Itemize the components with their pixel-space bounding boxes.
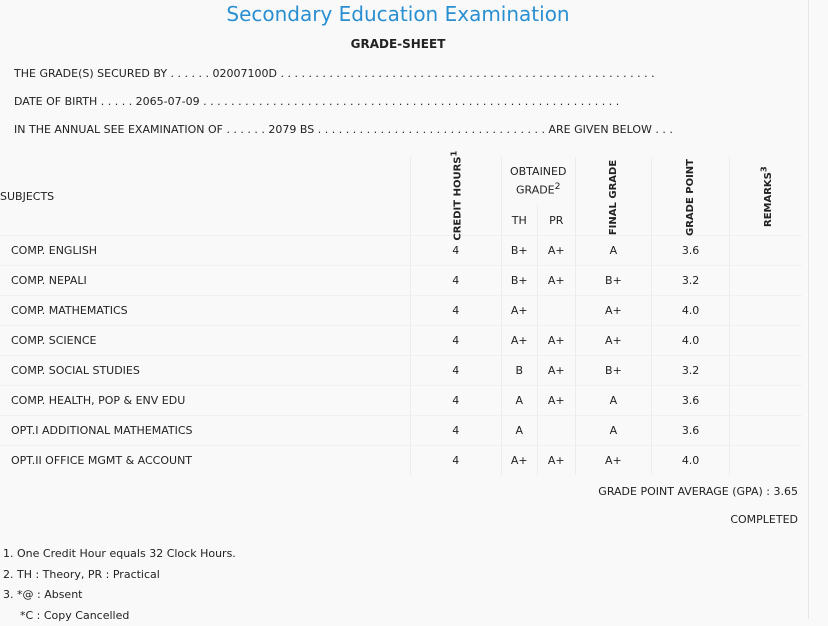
credit-cell: 4 xyxy=(410,356,501,386)
grades-table xyxy=(0,157,802,475)
final-grade-cell: B+ xyxy=(575,266,651,296)
pr-grade-cell xyxy=(537,296,575,326)
subject-cell: COMP. SOCIAL STUDIES xyxy=(0,356,410,386)
footnote-absent: 3. *@ : Absent xyxy=(3,585,236,606)
credit-cell: 4 xyxy=(410,236,501,266)
grade-point-cell: 3.6 xyxy=(652,416,730,446)
table-row xyxy=(0,386,802,416)
th-grade-cell: B+ xyxy=(501,236,537,266)
th-grade-cell: B+ xyxy=(501,266,537,296)
final-grade-cell: A+ xyxy=(575,296,651,326)
table-row xyxy=(0,236,802,266)
grade-point-cell: 3.2 xyxy=(652,356,730,386)
grade-point-cell: 3.2 xyxy=(652,266,730,296)
table-row xyxy=(0,326,802,356)
credit-hours-header: CREDIT HOURS$^1$ xyxy=(410,157,501,236)
grade-point-cell: 3.6 xyxy=(652,386,730,416)
table-row xyxy=(0,446,802,476)
pr-grade-cell: A+ xyxy=(537,326,575,356)
th-grade-cell: A+ xyxy=(501,446,537,476)
subject-cell: COMP. ENGLISH xyxy=(0,236,410,266)
remarks-cell xyxy=(730,446,802,476)
final-grade-cell: A+ xyxy=(575,326,651,356)
pr-grade-cell: A+ xyxy=(537,266,575,296)
subject-cell: COMP. NEPALI xyxy=(0,266,410,296)
final-grade-cell: A xyxy=(575,416,651,446)
grade-point-cell: 4.0 xyxy=(652,446,730,476)
table-row xyxy=(0,266,802,296)
completion-status: COMPLETED xyxy=(730,513,798,526)
th-grade-cell: B xyxy=(501,356,537,386)
pr-grade-cell xyxy=(537,416,575,446)
footnote-copy-cancelled: *C : Copy Cancelled xyxy=(3,606,236,626)
remarks-cell xyxy=(730,266,802,296)
credit-cell: 4 xyxy=(410,386,501,416)
final-grade-header: FINAL GRADE xyxy=(575,157,651,236)
th-grade-cell: A xyxy=(501,416,537,446)
page-border-right xyxy=(808,0,809,619)
table-row xyxy=(0,416,802,446)
final-grade-cell: A+ xyxy=(575,446,651,476)
info-date-of-birth: DATE OF BIRTH . . . . . 2065-07-09 . . . . . . . . . . . . . . . . . . . . . . . . . . . . . . . . . . . . . . . . . . . . . . . . . . . . . . . . . . . . xyxy=(14,95,619,108)
remarks-cell xyxy=(730,416,802,446)
table-row xyxy=(0,356,802,386)
footnote-credit-hour: 1. One Credit Hour equals 32 Clock Hours. xyxy=(3,544,236,565)
subject-cell: COMP. MATHEMATICS xyxy=(0,296,410,326)
grade-point-header: GRADE POINT xyxy=(652,157,730,236)
pr-grade-cell: A+ xyxy=(537,236,575,266)
final-grade-cell: B+ xyxy=(575,356,651,386)
th-grade-cell: A xyxy=(501,386,537,416)
footnote-theory-practical: 2. TH : Theory, PR : Practical xyxy=(3,565,236,586)
footnotes xyxy=(3,544,236,626)
credit-cell: 4 xyxy=(410,326,501,356)
remarks-cell xyxy=(730,236,802,266)
remarks-cell xyxy=(730,356,802,386)
subjects-header: SUBJECTS xyxy=(0,157,410,236)
credit-cell: 4 xyxy=(410,446,501,476)
credit-cell: 4 xyxy=(410,266,501,296)
remarks-cell xyxy=(730,296,802,326)
pr-grade-cell: A+ xyxy=(537,386,575,416)
pr-grade-cell: A+ xyxy=(537,356,575,386)
subject-cell: OPT.II OFFICE MGMT & ACCOUNT xyxy=(0,446,410,476)
th-header: TH xyxy=(501,205,537,235)
credit-cell: 4 xyxy=(410,296,501,326)
subject-cell: COMP. SCIENCE xyxy=(0,326,410,356)
subject-cell: COMP. HEALTH, POP & ENV EDU xyxy=(0,386,410,416)
subject-cell: OPT.I ADDITIONAL MATHEMATICS xyxy=(0,416,410,446)
final-grade-cell: A xyxy=(575,236,651,266)
grade-point-cell: 4.0 xyxy=(652,326,730,356)
final-grade-cell: A xyxy=(575,386,651,416)
pr-grade-cell: A+ xyxy=(537,446,575,476)
obtained-grade-header: OBTAINED GRADE$^2$ xyxy=(501,157,575,205)
pr-header: PR xyxy=(537,205,575,235)
th-grade-cell: A+ xyxy=(501,326,537,356)
th-grade-cell: A+ xyxy=(501,296,537,326)
grade-sheet-heading: GRADE-SHEET xyxy=(0,37,796,51)
credit-cell: 4 xyxy=(410,416,501,446)
remarks-header: REMARKS$^3$ xyxy=(730,157,802,236)
remarks-cell xyxy=(730,386,802,416)
exam-title: Secondary Education Examination xyxy=(0,2,796,26)
gpa-summary: GRADE POINT AVERAGE (GPA) : 3.65 xyxy=(598,485,798,498)
grade-point-cell: 3.6 xyxy=(652,236,730,266)
info-examination: IN THE ANNUAL SEE EXAMINATION OF . . . . . . 2079 BS . . . . . . . . . . . . . . . . . . . . . . . . . . . . . . . . . ARE GIVEN BELOW . . . xyxy=(14,123,673,136)
table-row xyxy=(0,296,802,326)
info-secured-by: THE GRADE(S) SECURED BY . . . . . . 02007100D . . . . . . . . . . . . . . . . . . . . . . . . . . . . . . . . . . . . . . . . . . . . . . . . . . . . . . xyxy=(14,67,655,80)
grade-point-cell: 4.0 xyxy=(652,296,730,326)
remarks-cell xyxy=(730,326,802,356)
